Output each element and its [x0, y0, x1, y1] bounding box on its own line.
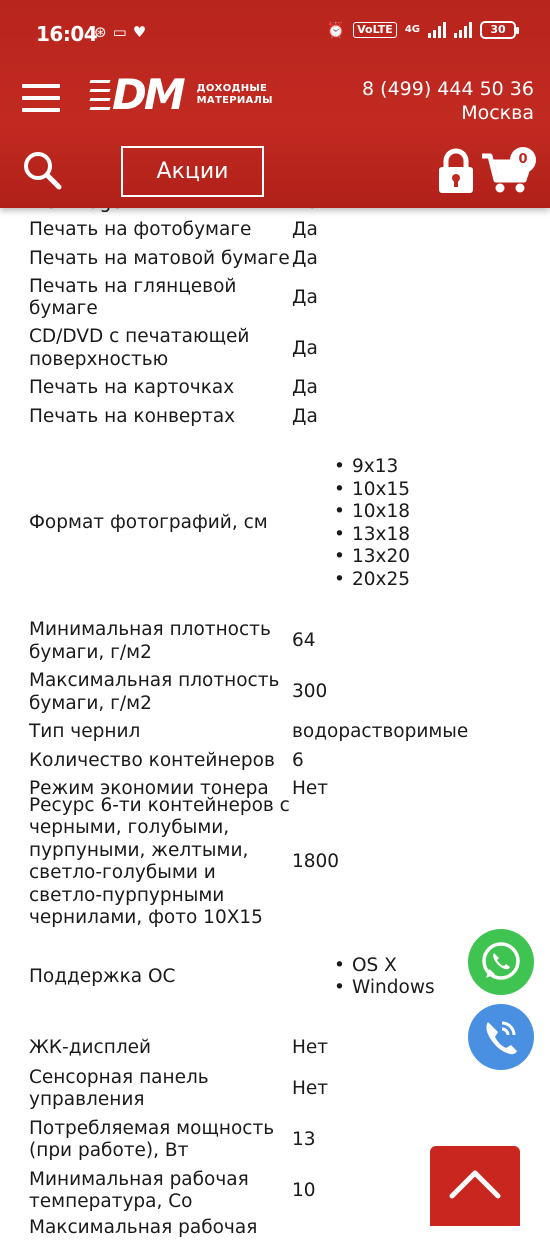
spec-value: 6	[292, 749, 304, 771]
spec-value: Нет	[292, 1037, 329, 1059]
spec-value-list-item: • Windows	[292, 977, 435, 1000]
chevron-up-icon	[430, 1146, 520, 1226]
network-type: 4G	[404, 24, 420, 35]
scroll-to-top-button[interactable]	[430, 1146, 520, 1226]
spec-label: Максимальная рабочая	[29, 1216, 258, 1238]
spec-row	[0, 431, 550, 616]
spec-value-list-item: • 10x18	[292, 501, 410, 524]
spec-row	[0, 374, 550, 403]
spec-value: Нет	[292, 778, 329, 799]
spec-label: Печать на конвертах	[29, 405, 236, 427]
spec-value-list	[292, 955, 435, 1000]
spec-value-list-item: • 20x25	[292, 569, 410, 592]
spec-value	[292, 456, 410, 591]
callback-button[interactable]	[468, 1004, 534, 1070]
spec-row	[0, 324, 550, 375]
spec-label: Печать на матовой бумаге	[29, 247, 290, 269]
logo[interactable]	[90, 70, 273, 119]
monitor-icon: ▭	[112, 23, 127, 41]
search-icon[interactable]	[22, 150, 62, 190]
spec-value: Да	[292, 247, 318, 269]
nav-bar	[0, 60, 550, 208]
app-notification-icon: ♥	[132, 23, 147, 41]
spec-row	[0, 403, 550, 432]
spec-label: Сенсорная панель управления	[29, 1066, 209, 1110]
whatsapp-icon	[468, 929, 534, 995]
spec-label: CD/DVD с печатающей поверхностью	[29, 326, 250, 370]
spec-label: Количество контейнеров	[29, 749, 275, 771]
spec-label: Печать на фотобумаге	[29, 219, 252, 240]
spec-label: Минимальная плотность бумаги, г/м2	[29, 619, 271, 663]
spec-value: Да	[292, 219, 318, 240]
spec-row	[0, 216, 550, 245]
spec-value-list-item: • 13x20	[292, 546, 410, 569]
spec-value-list-item: • 10x15	[292, 479, 410, 502]
spec-value-list-item: • 13x18	[292, 524, 410, 547]
spec-value: Да	[292, 377, 318, 398]
cart-count-badge: 0	[510, 147, 536, 173]
status-time: 16:04	[36, 22, 98, 46]
spec-value-list	[292, 456, 410, 591]
logo-stripes	[90, 77, 110, 113]
menu-icon[interactable]	[22, 84, 60, 112]
spec-value: Нет	[292, 1077, 329, 1099]
spec-value: 300	[292, 681, 328, 703]
spec-label: Ресурс 6-ти контейнеров с черными, голубыми, пурпуными, желтыми, светло-голубыми и светло-пурпурными чернилами, фото 10X15	[29, 794, 290, 928]
volte-badge: VoLTE	[353, 22, 397, 38]
lock-icon[interactable]	[438, 148, 474, 194]
spec-row	[0, 273, 550, 324]
spec-table	[0, 190, 550, 1257]
city-selector[interactable]: Москва	[461, 102, 534, 124]
spec-value: водорастворимые	[292, 721, 469, 742]
phone-link[interactable]: 8 (499) 444 50 36	[362, 78, 534, 100]
hotspot-icon: ⊛	[94, 23, 107, 41]
spec-label: Минимальная рабочая температура, Co	[29, 1168, 249, 1212]
battery-level: 30	[490, 23, 506, 36]
spec-row	[0, 718, 550, 747]
logo-subtitle: ДОХОДНЫЕ МАТЕРИАЛЫ	[196, 83, 273, 106]
spec-row	[0, 747, 550, 776]
spec-row	[0, 245, 550, 274]
spec-label: Тип чернил	[29, 721, 141, 742]
spec-row	[0, 616, 550, 667]
phone-callback-icon	[468, 1004, 534, 1070]
spec-label: Формат фотографий, см	[29, 512, 268, 534]
spec-value: 13	[292, 1128, 316, 1150]
whatsapp-button[interactable]	[468, 929, 534, 995]
spec-value: 10	[292, 1179, 316, 1201]
spec-label: Печать на карточках	[29, 377, 235, 398]
promo-button[interactable]: Акции	[121, 146, 264, 197]
logo-mark: DM	[112, 70, 183, 119]
spec-row	[0, 1064, 550, 1115]
spec-value: Да	[292, 287, 318, 308]
spec-value	[292, 955, 435, 1000]
status-bar	[0, 0, 550, 60]
spec-value: 64	[292, 630, 316, 652]
spec-value: Да	[292, 337, 318, 359]
spec-label: Режим экономии тонера	[29, 778, 269, 799]
site-header	[0, 0, 550, 208]
spec-value: 1800	[292, 850, 340, 872]
spec-value: Да	[292, 405, 318, 427]
battery-icon	[480, 21, 516, 39]
signal-strength-2-icon	[454, 22, 472, 38]
spec-value-list-item: • OS X	[292, 955, 435, 978]
spec-row	[0, 794, 550, 928]
spec-value-list-item: • 9x13	[292, 456, 410, 479]
spec-label: Максимальная плотность бумаги, г/м2	[29, 670, 280, 714]
spec-label: Поддержка ОС	[29, 965, 176, 987]
spec-row	[0, 667, 550, 718]
spec-label: Потребляемая мощность (при работе), Вт	[29, 1117, 275, 1161]
alarm-icon: ⏰	[326, 21, 346, 39]
signal-strength-icon	[428, 22, 446, 38]
spec-label: Печать на глянцевой бумаге	[29, 275, 237, 320]
spec-label: ЖК-дисплей	[29, 1037, 152, 1059]
